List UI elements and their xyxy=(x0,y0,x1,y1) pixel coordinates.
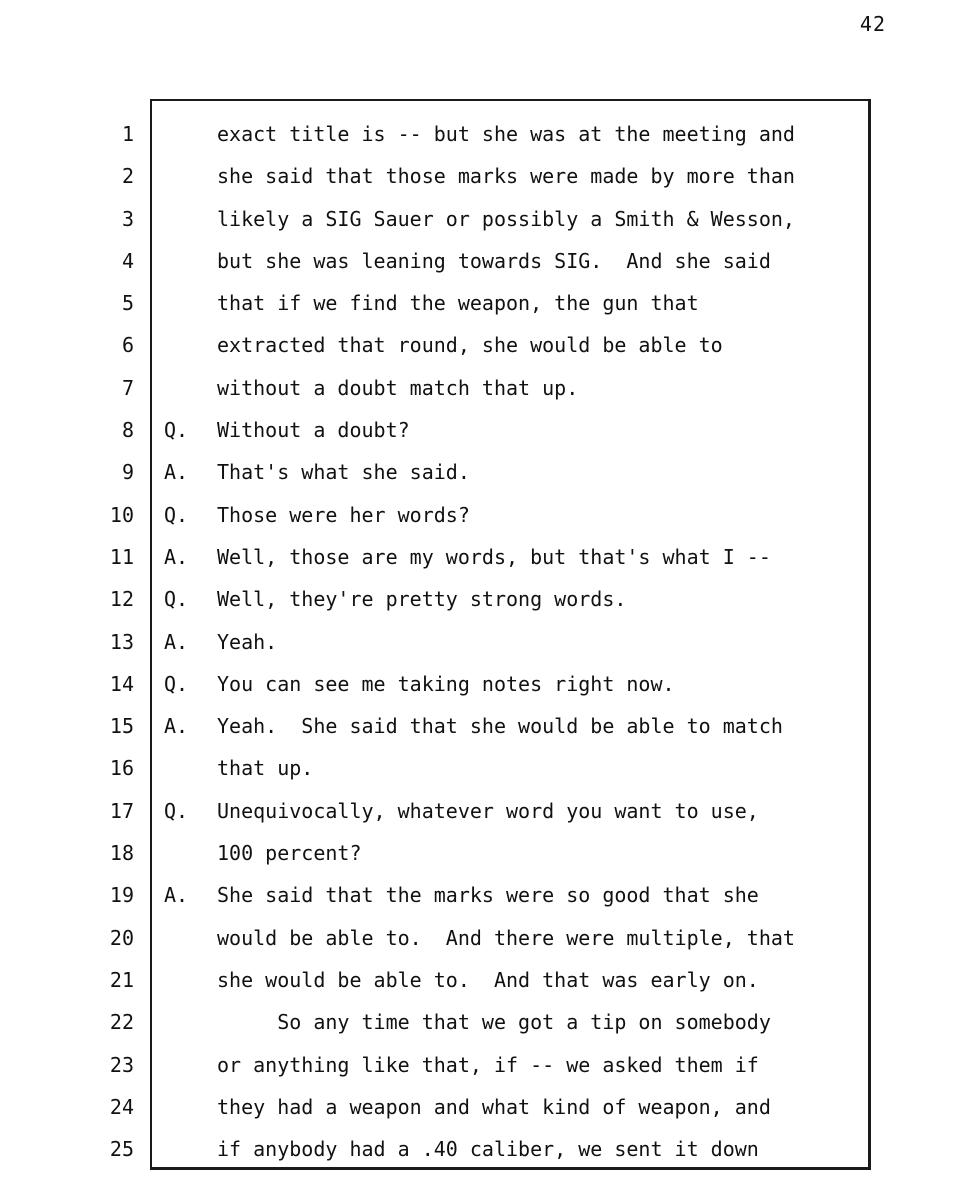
transcript-line xyxy=(162,494,862,536)
transcript-line xyxy=(162,324,862,366)
line-text: without a doubt match that up. xyxy=(217,375,579,400)
transcript-line xyxy=(162,451,862,493)
speaker-label: A. xyxy=(164,544,189,569)
line-number: 22 xyxy=(109,1010,134,1035)
line-number: 13 xyxy=(109,629,134,654)
transcript-line xyxy=(162,663,862,705)
speaker-label: Q. xyxy=(164,587,189,612)
transcript-body xyxy=(162,113,862,1170)
line-number: 18 xyxy=(109,841,134,866)
line-number: 21 xyxy=(109,967,134,992)
transcript-line xyxy=(162,155,862,197)
line-text: that if we find the weapon, the gun that xyxy=(217,291,699,316)
transcript-line xyxy=(162,1128,862,1170)
line-number: 1 xyxy=(121,122,134,146)
transcript-line xyxy=(162,832,862,874)
line-number-column xyxy=(100,113,134,1170)
transcript-line xyxy=(162,282,862,324)
transcript-line xyxy=(162,1044,862,1086)
line-text: Well, they're pretty strong words. xyxy=(217,587,627,612)
transcript-line xyxy=(162,1001,862,1043)
line-text: That's what she said. xyxy=(217,460,470,485)
line-number: 11 xyxy=(109,544,134,569)
line-number: 12 xyxy=(109,587,134,612)
line-text: Well, those are my words, but that's what I -- xyxy=(217,544,771,569)
line-text: likely a SIG Sauer or possibly a Smith & Wesson, xyxy=(217,206,795,231)
line-text: 100 percent? xyxy=(217,841,362,866)
line-text: or anything like that, if -- we asked them if xyxy=(217,1052,759,1077)
line-number: 10 xyxy=(109,502,134,527)
line-text: Yeah. xyxy=(217,629,278,654)
line-text: Without a doubt? xyxy=(217,418,410,443)
line-number: 2 xyxy=(121,164,134,189)
speaker-label: Q. xyxy=(164,418,189,443)
line-number: 24 xyxy=(109,1094,134,1119)
line-number: 16 xyxy=(109,756,134,781)
line-text: she would be able to. And that was early on. xyxy=(217,967,759,992)
line-text: that up. xyxy=(217,756,314,781)
transcript-line xyxy=(162,917,862,959)
transcript-line xyxy=(162,240,862,282)
speaker-label: A. xyxy=(164,629,189,654)
transcript-line xyxy=(162,578,862,620)
transcript-line xyxy=(162,705,862,747)
line-number: 20 xyxy=(109,925,134,950)
line-number: 23 xyxy=(109,1052,134,1077)
line-number: 17 xyxy=(109,798,134,823)
speaker-label: A. xyxy=(164,714,189,739)
line-number: 14 xyxy=(109,671,134,696)
line-number: 3 xyxy=(121,206,134,231)
line-text: Unequivocally, whatever word you want to use, xyxy=(217,798,759,823)
transcript-line xyxy=(162,747,862,789)
speaker-label: A. xyxy=(164,883,189,908)
line-number: 7 xyxy=(121,375,134,400)
transcript-line xyxy=(162,959,862,1001)
transcript-line xyxy=(162,367,862,409)
line-number: 8 xyxy=(121,418,134,443)
line-number: 6 xyxy=(121,333,134,358)
line-number: 19 xyxy=(109,883,134,908)
transcript-line xyxy=(162,874,862,916)
line-text: Yeah. She said that she would be able to match xyxy=(217,714,783,739)
line-number: 15 xyxy=(109,714,134,739)
transcript-line xyxy=(162,198,862,240)
transcript-line xyxy=(162,536,862,578)
line-text: extracted that round, she would be able to xyxy=(217,333,723,358)
transcript-line xyxy=(162,113,862,155)
line-text: would be able to. And there were multiple, that xyxy=(217,925,795,950)
line-text: if anybody had a .40 caliber, we sent it down xyxy=(217,1137,759,1162)
line-text: but she was leaning towards SIG. And she said xyxy=(217,248,771,273)
line-text: exact title is -- but she was at the meeting and xyxy=(217,122,795,146)
line-text: She said that the marks were so good that she xyxy=(217,883,759,908)
line-text: You can see me taking notes right now. xyxy=(217,671,675,696)
transcript-line xyxy=(162,790,862,832)
speaker-label: Q. xyxy=(164,502,189,527)
line-text: Those were her words? xyxy=(217,502,470,527)
speaker-label: A. xyxy=(164,460,189,485)
line-text: So any time that we got a tip on somebody xyxy=(217,1010,771,1035)
line-text: she said that those marks were made by more than xyxy=(217,164,795,189)
line-number: 4 xyxy=(121,248,134,273)
transcript-line xyxy=(162,409,862,451)
transcript-line xyxy=(162,1086,862,1128)
speaker-label: Q. xyxy=(164,671,189,696)
line-number: 25 xyxy=(109,1137,134,1162)
line-text: they had a weapon and what kind of weapon, and xyxy=(217,1094,771,1119)
speaker-label: Q. xyxy=(164,798,189,823)
page-number: 42 xyxy=(859,12,886,36)
transcript-line xyxy=(162,621,862,663)
line-number: 5 xyxy=(121,291,134,316)
line-number: 9 xyxy=(121,460,134,485)
